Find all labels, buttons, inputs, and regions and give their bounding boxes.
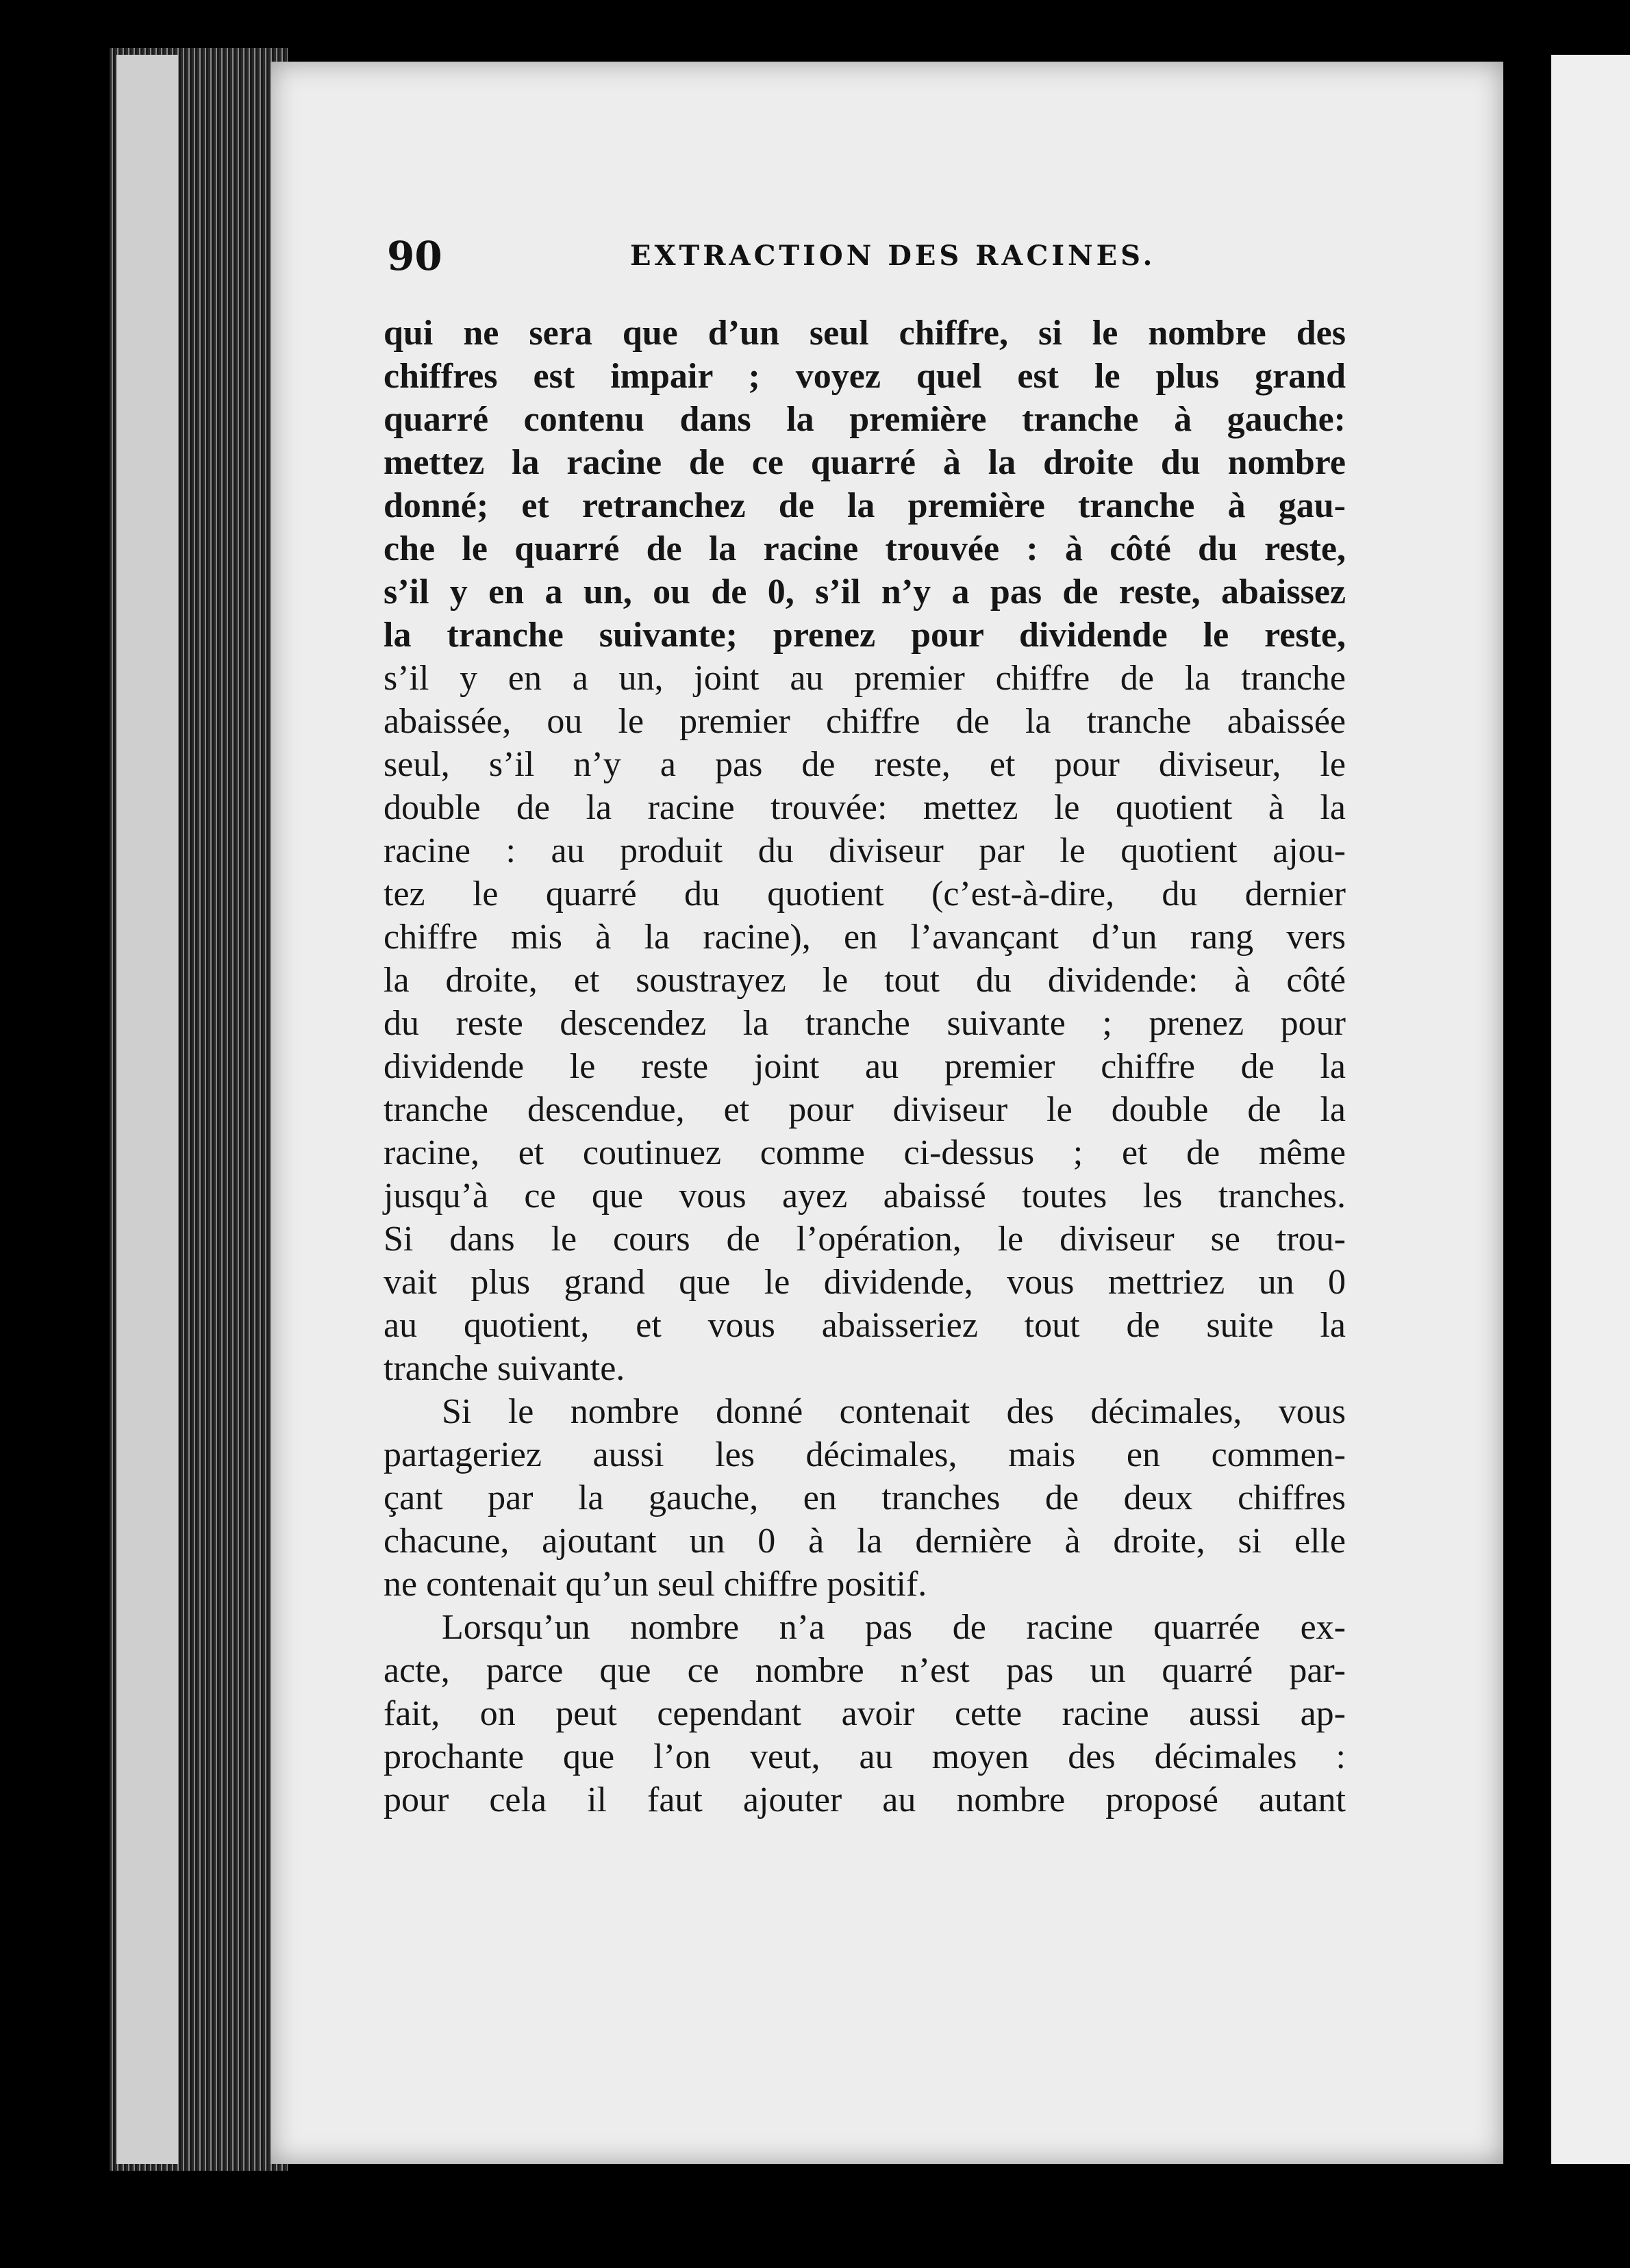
text-line: qui ne sera que d’un seul chiffre, si le nombre des [384, 314, 1346, 353]
text-line: vait plus grand que le dividende, vous mettriez un 0 [384, 1263, 1346, 1302]
text-line: jusqu’à ce que vous ayez abaissé toutes les tranches. [384, 1176, 1346, 1215]
text-line: Lorsqu’un nombre n’a pas de racine quarrée ex- [442, 1608, 1346, 1647]
text-line: prochante que l’on veut, au moyen des décimales : [384, 1737, 1346, 1776]
text-line: donné; et retranchez de la première tranche à gau- [384, 486, 1346, 525]
text-line: seul, s’il n’y a pas de reste, et pour diviseur, le [384, 745, 1346, 784]
text-line: au quotient, et vous abaisseriez tout de suite la [384, 1306, 1346, 1345]
text-line: racine : au produit du diviseur par le quotient ajou- [384, 831, 1346, 870]
text-line: che le quarré de la racine trouvée : à côté du reste, [384, 529, 1346, 568]
text-line: chiffres est impair ; voyez quel est le plus grand [384, 357, 1346, 396]
text-line: pour cela il faut ajouter au nombre proposé autant [384, 1780, 1346, 1819]
text-line: tranche descendue, et pour diviseur le double de la [384, 1090, 1346, 1129]
text-line: acte, parce que ce nombre n’est pas un quarré par- [384, 1651, 1346, 1690]
text-line: Si dans le cours de l’opération, le diviseur se trou- [384, 1220, 1346, 1259]
text-line: la droite, et soustrayez le tout du dividende: à côté [384, 961, 1346, 1000]
body-text [384, 312, 1346, 1822]
text-line: ne contenait qu’un seul chiffre positif. [384, 1565, 927, 1604]
text-line: abaissée, ou le premier chiffre de la tranche abaissée [384, 702, 1346, 741]
text-line: racine, et coutinuez comme ci-dessus ; et de même [384, 1133, 1346, 1172]
text-line: çant par la gauche, en tranches de deux chiffres [384, 1478, 1346, 1517]
text-line: chiffre mis à la racine), en l’avançant d’un rang vers [384, 918, 1346, 957]
text-line: quarré contenu dans la première tranche à gauche: [384, 400, 1346, 439]
text-line: dividende le reste joint au premier chiffre de la [384, 1047, 1346, 1086]
book-spine-edge [116, 55, 178, 2164]
text-line: s’il y en a un, joint au premier chiffre de la tranche [384, 659, 1346, 698]
text-line: s’il y en a un, ou de 0, s’il n’y a pas de reste, abaissez [384, 572, 1346, 612]
text-line: chacune, ajoutant un 0 à la dernière à droite, si elle [384, 1522, 1346, 1561]
facing-page-edge [1551, 55, 1630, 2164]
text-line: fait, on peut cependant avoir cette racine aussi ap- [384, 1694, 1346, 1733]
page-heading: EXTRACTION DES RACINES. [630, 240, 1156, 272]
text-line: du reste descendez la tranche suivante ; prenez pour [384, 1004, 1346, 1043]
page-number: 90 [387, 233, 442, 279]
text-line: mettez la racine de ce quarré à la droite du nombre [384, 443, 1346, 482]
running-head [387, 233, 1380, 288]
text-line: double de la racine trouvée: mettez le quotient à la [384, 788, 1346, 827]
text-line: tranche suivante. [384, 1349, 625, 1388]
text-line: la tranche suivante; prenez pour dividende le reste, [384, 616, 1346, 655]
text-line: tez le quarré du quotient (c’est-à-dire, du dernier [384, 874, 1346, 914]
text-line: Si le nombre donné contenait des décimales, vous [442, 1392, 1346, 1431]
text-line: partageriez aussi les décimales, mais en commen- [384, 1435, 1346, 1474]
